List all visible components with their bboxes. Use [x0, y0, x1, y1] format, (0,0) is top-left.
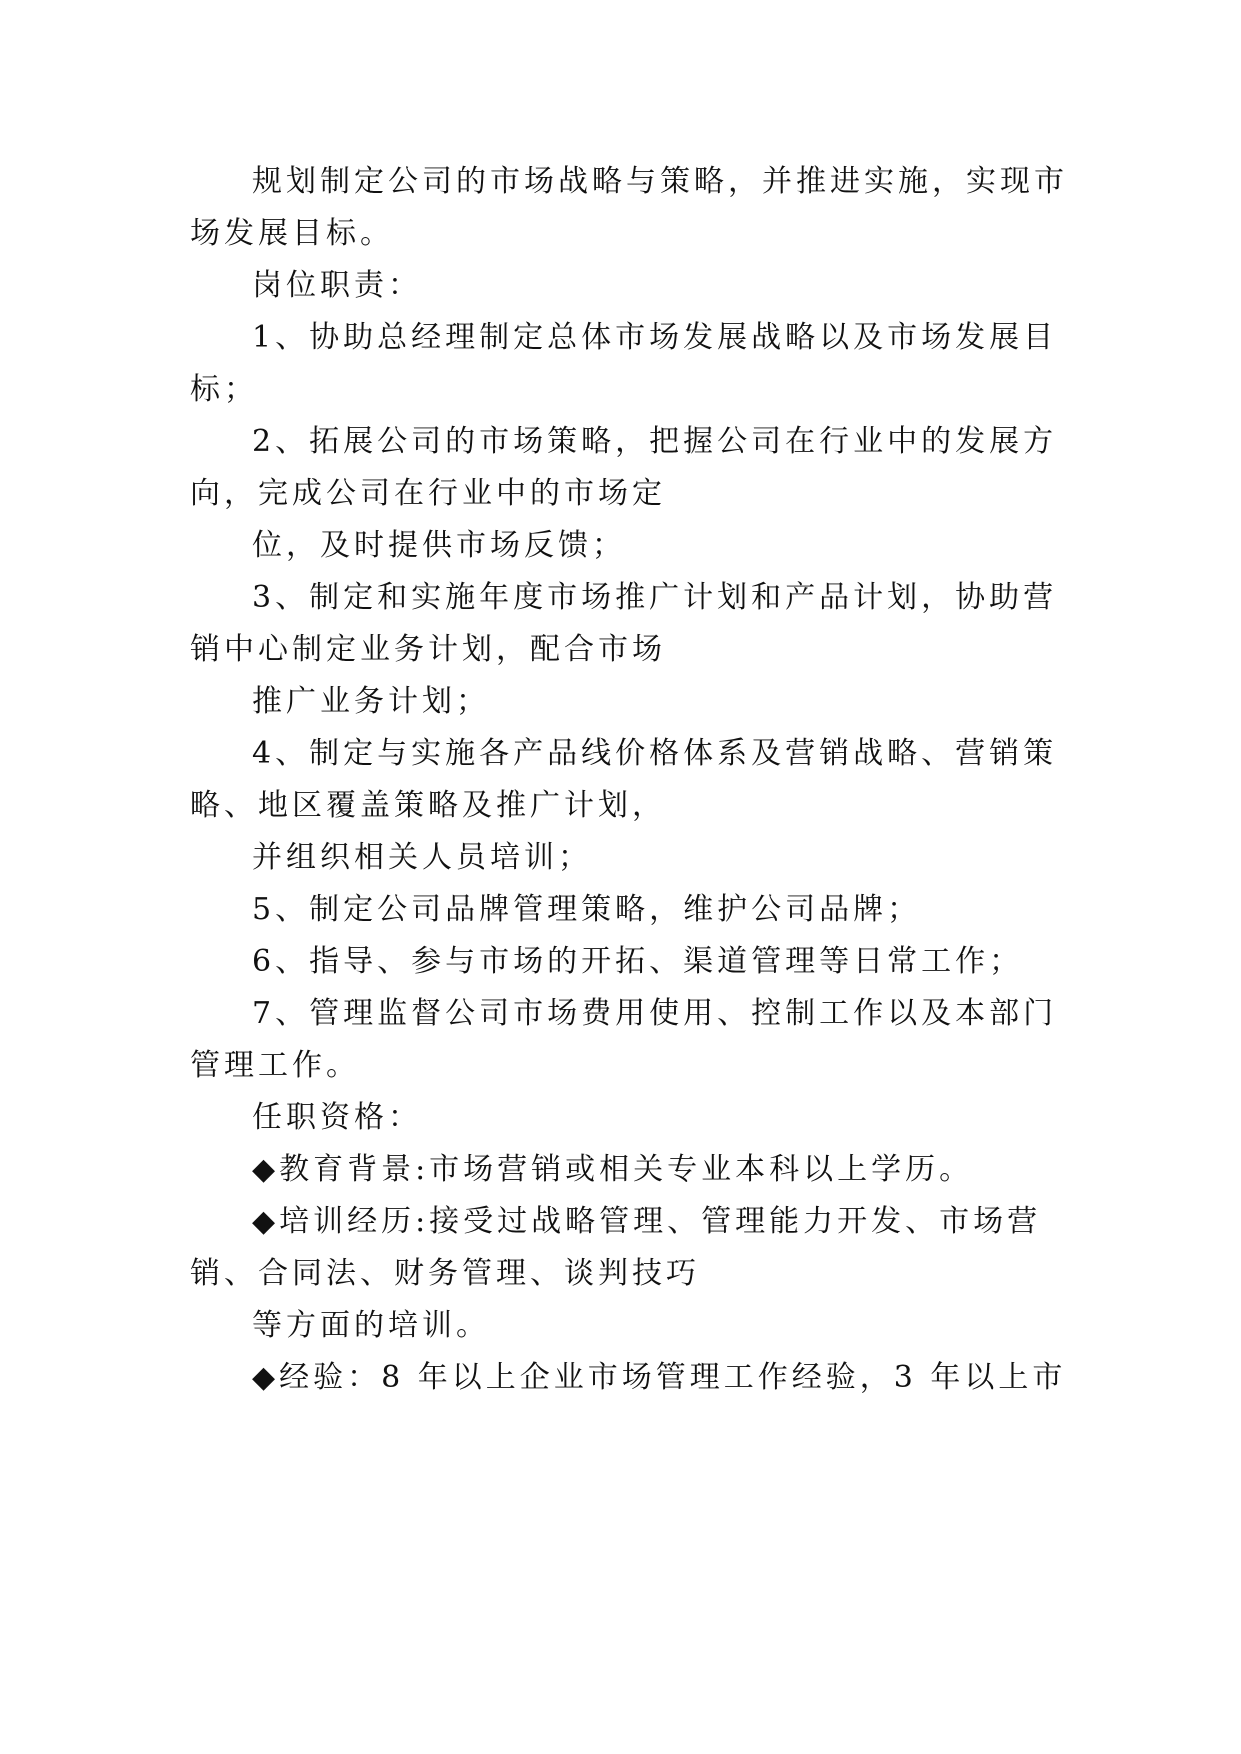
list-item: 5、制定公司品牌管理策略，维护公司品牌； — [252, 892, 922, 927]
bullet-item: ◆教育背景:市场营销或相关专业本科以上学历。 — [252, 1152, 974, 1187]
paragraph-line: 销、合同法、财务管理、谈判技巧 — [190, 1256, 700, 1291]
paragraph-line: 位，及时提供市场反馈； — [252, 528, 626, 563]
paragraph-line: 管理工作。 — [190, 1048, 360, 1083]
paragraph-line: 标； — [190, 372, 258, 407]
section-heading: 任职资格： — [252, 1100, 422, 1135]
list-item: 1、协助总经理制定总体市场发展战略以及市场发展目 — [252, 320, 1058, 355]
paragraph-line: 销中心制定业务计划，配合市场 — [190, 632, 666, 667]
list-item: 6、指导、参与市场的开拓、渠道管理等日常工作； — [252, 944, 1024, 979]
paragraph-line: 向，完成公司在行业中的市场定 — [190, 476, 666, 511]
list-item: 2、拓展公司的市场策略，把握公司在行业中的发展方 — [252, 424, 1058, 459]
paragraph-line: 推广业务计划； — [252, 684, 490, 719]
paragraph-line: 略、地区覆盖策略及推广计划， — [190, 788, 666, 823]
list-item: 3、制定和实施年度市场推广计划和产品计划，协助营 — [252, 580, 1058, 615]
paragraph-line: 等方面的培训。 — [252, 1308, 490, 1343]
bullet-item: ◆经验：8 年以上企业市场管理工作经验，3 年以上市 — [252, 1360, 1067, 1395]
list-item: 7、管理监督公司市场费用使用、控制工作以及本部门 — [252, 996, 1058, 1031]
paragraph-line: 场发展目标。 — [190, 216, 394, 251]
section-heading: 岗位职责： — [252, 268, 422, 303]
list-item: 4、制定与实施各产品线价格体系及营销战略、营销策 — [252, 736, 1058, 771]
paragraph-line: 规划制定公司的市场战略与策略，并推进实施，实现市 — [252, 164, 1068, 199]
paragraph-line: 并组织相关人员培训； — [252, 840, 592, 875]
bullet-item: ◆培训经历:接受过战略管理、管理能力开发、市场营 — [252, 1204, 1042, 1239]
